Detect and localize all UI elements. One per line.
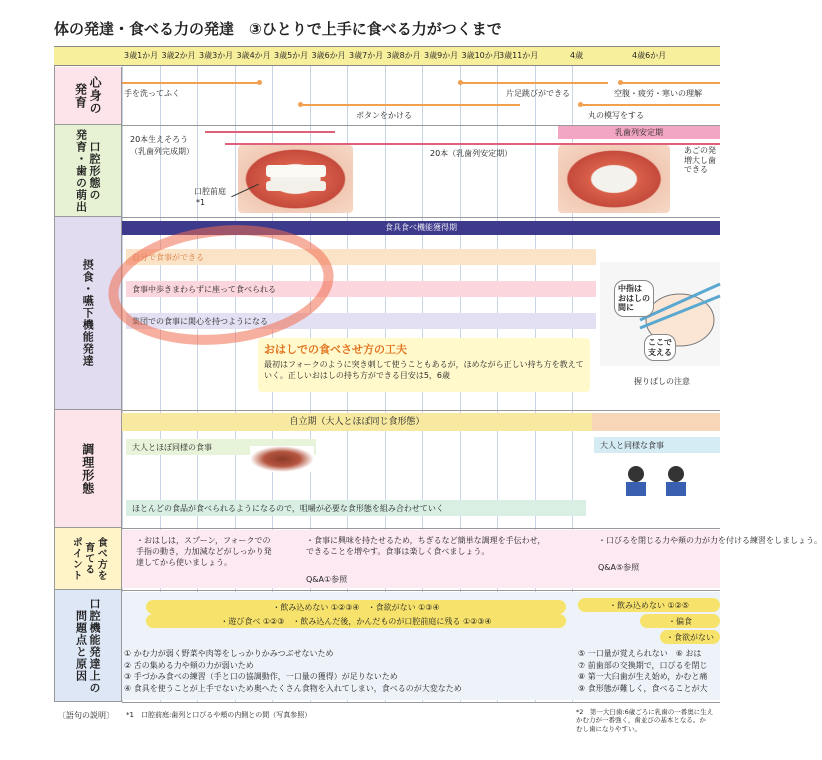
point-col2-ref[interactable]: Q&A①参照 xyxy=(306,575,348,584)
cause-item: ⑨ 食形態が難しく，食べることが大 xyxy=(578,683,708,693)
eating-item: 集団での食事に関心を持つようになる xyxy=(126,313,596,329)
problem-causes-right xyxy=(578,648,720,694)
problem-pill: ・偏食 xyxy=(640,614,720,628)
age-header-cell: 3歳1か月 xyxy=(124,51,159,60)
row-label-points: ポイント 育てる 食べ方を xyxy=(54,528,122,590)
problem-pill: ・食欲がない xyxy=(660,630,720,644)
point-col3-ref[interactable]: Q&A⑤参照 xyxy=(598,563,640,572)
oral-right-note: あごの発 増大し歯 できる xyxy=(684,146,716,175)
page-title: 体の発達・食べる力の発達 ③ひとりで上手に食べる力がつくまで xyxy=(54,20,502,38)
age-header-cell: 3歳6か月 xyxy=(311,51,346,60)
teeth-sub-label: （乳歯列完成期） xyxy=(130,147,194,156)
physical-item: 手を洗ってふく xyxy=(124,89,180,98)
point-col1: ・おはしは，スプーン，フォークでの手指の動き，力加減などがしっかり発達してから使いましょう。 xyxy=(136,536,272,567)
stable-band: 乳歯列安定期 xyxy=(558,126,720,139)
row-label-cooking: 調理形態 xyxy=(54,410,122,528)
age-header-cell: 3歳3か月 xyxy=(199,51,234,60)
hand-label: 中指は おはしの 間に xyxy=(614,280,654,317)
footer-note-2: *2 第一大臼歯:6歳ごろに乳歯の一番奥に生え かむ力が一番強く，歯並びの基本となる。か むし歯になりやすい。 xyxy=(576,708,714,733)
eating-item: 自分で食事ができる xyxy=(126,249,596,265)
age-header-cell: 4歳6か月 xyxy=(632,51,667,60)
mouth-photo-right xyxy=(558,145,670,213)
teeth-all-label: 20本生えそろう xyxy=(130,135,189,144)
children-icon xyxy=(618,462,698,502)
cooking-item: ほとんどの食品が食べられるようになるので，咀嚼が必要な食形態を組み合わせていく xyxy=(126,500,586,516)
age-header-cell: 3歳5か月 xyxy=(274,51,309,60)
physical-item: 丸の模写をする xyxy=(588,111,644,120)
eating-band: 食具食べ機能獲得期 xyxy=(122,221,720,235)
cooking-band: 自立期（大人とほぼ同じ食形態） xyxy=(122,413,592,431)
vestibule-label: 口腔前庭 xyxy=(194,187,226,196)
age-header-cell: 3歳10か月 xyxy=(461,51,501,60)
problem-pill: ・飲み込めない ①②③④ ・食欲がない ①③④ xyxy=(146,600,566,614)
cause-item: ⑧ 第一大臼歯が生え始め，かむと痛 xyxy=(578,672,708,682)
tip-title: おはしでの食べさせ方の工夫 xyxy=(264,343,407,356)
physical-item: 片足跳びができる xyxy=(506,89,570,98)
children-eating-image xyxy=(618,462,698,502)
eating-item: 食事中歩きまわらずに座って食べられる xyxy=(126,281,596,297)
problem-pill: ・飲み込めない ①②⑤ xyxy=(578,598,720,612)
age-header-cell: 3歳7か月 xyxy=(349,51,384,60)
cause-item: ③ 手づかみ食べの練習（手と口の協調動作，一口量の獲得）が足りないため xyxy=(124,672,398,682)
cause-item: ② 舌の集める力や頬の力が弱いため xyxy=(124,660,254,670)
row-label-physical: 発育 心身の xyxy=(54,67,122,125)
meal-image xyxy=(250,446,314,472)
mouth-photo xyxy=(238,145,353,213)
age-header-cell: 3歳4か月 xyxy=(236,51,271,60)
vestibule-note: *1 xyxy=(196,198,206,207)
footer-label: 〔語句の説明〕 xyxy=(58,711,114,720)
cause-item: ① かむ力が弱く野菜や肉等をしっかりかみつぶせないため xyxy=(124,649,334,658)
tip-body: 最初はフォークのように突き刺して使うこともあるが，ほめながら正しい持ち方を教えていく。正しいおはしの持ち方ができる目安は5，6歳 xyxy=(264,360,584,380)
row-label-problems: 問題点と原因 口腔機能発達上の xyxy=(54,590,122,702)
highlight-circle xyxy=(102,215,339,356)
age-header-cell: 3歳8か月 xyxy=(386,51,421,60)
cause-item: ⑦ 前歯部の交換期で，口びるを閉じ xyxy=(578,660,708,670)
age-header-cell: 3歳11か月 xyxy=(499,51,539,60)
cooking-right-item: 大人と同様な食事 xyxy=(594,437,720,453)
cause-item: ⑤ 一口量が覚えられない ⑥ おは xyxy=(578,649,702,658)
hand-caption: 握りばしの注意 xyxy=(634,377,690,386)
problem-pill: ・遊び食べ ①②③ ・飲み込んだ後，かんだものが口腔前庭に残る ①②③④ xyxy=(146,614,566,628)
hand-label-2: ここで 支える xyxy=(644,334,676,361)
age-header-cell: 3歳9か月 xyxy=(424,51,459,60)
row-label-oral: 発育・歯の萌出 口腔形態の xyxy=(54,125,122,217)
cooking-item: 大人とほぼ同様の食事 xyxy=(126,439,316,455)
cause-item: ④ 食具を使うことが上手でないため奥へたくさん食物を入れてしまい，食べるのが大変なため xyxy=(124,683,462,693)
footer-note-1: *1 口腔前庭:歯列と口びるや頬の内側との間（写真参照） xyxy=(126,711,312,719)
physical-item: ボタンをかける xyxy=(356,111,412,120)
teeth-stable-label: 20本（乳歯列安定期） xyxy=(430,149,513,158)
age-header-cell: 3歳2か月 xyxy=(161,51,196,60)
mouth-teeth-svg xyxy=(238,145,353,213)
physical-item: 空腹・疲労・寒いの理解 xyxy=(614,89,702,98)
point-col3: ・口びるを閉じる力や頬の力が力を付ける練習をしましょう。 xyxy=(598,536,822,545)
handwash-arrow xyxy=(122,82,260,84)
problem-causes xyxy=(124,648,462,694)
age-header-cell: 4歳 xyxy=(570,51,584,60)
row-label-eating: 摂食・嚥下機能発達 xyxy=(54,217,122,410)
point-col2: ・食事に興味を持たせるため，ちぎるなど簡単な調理を手伝わせ，できることを増やす。食事は楽しく食べましょう。 xyxy=(306,536,546,556)
tip-box xyxy=(258,338,590,392)
